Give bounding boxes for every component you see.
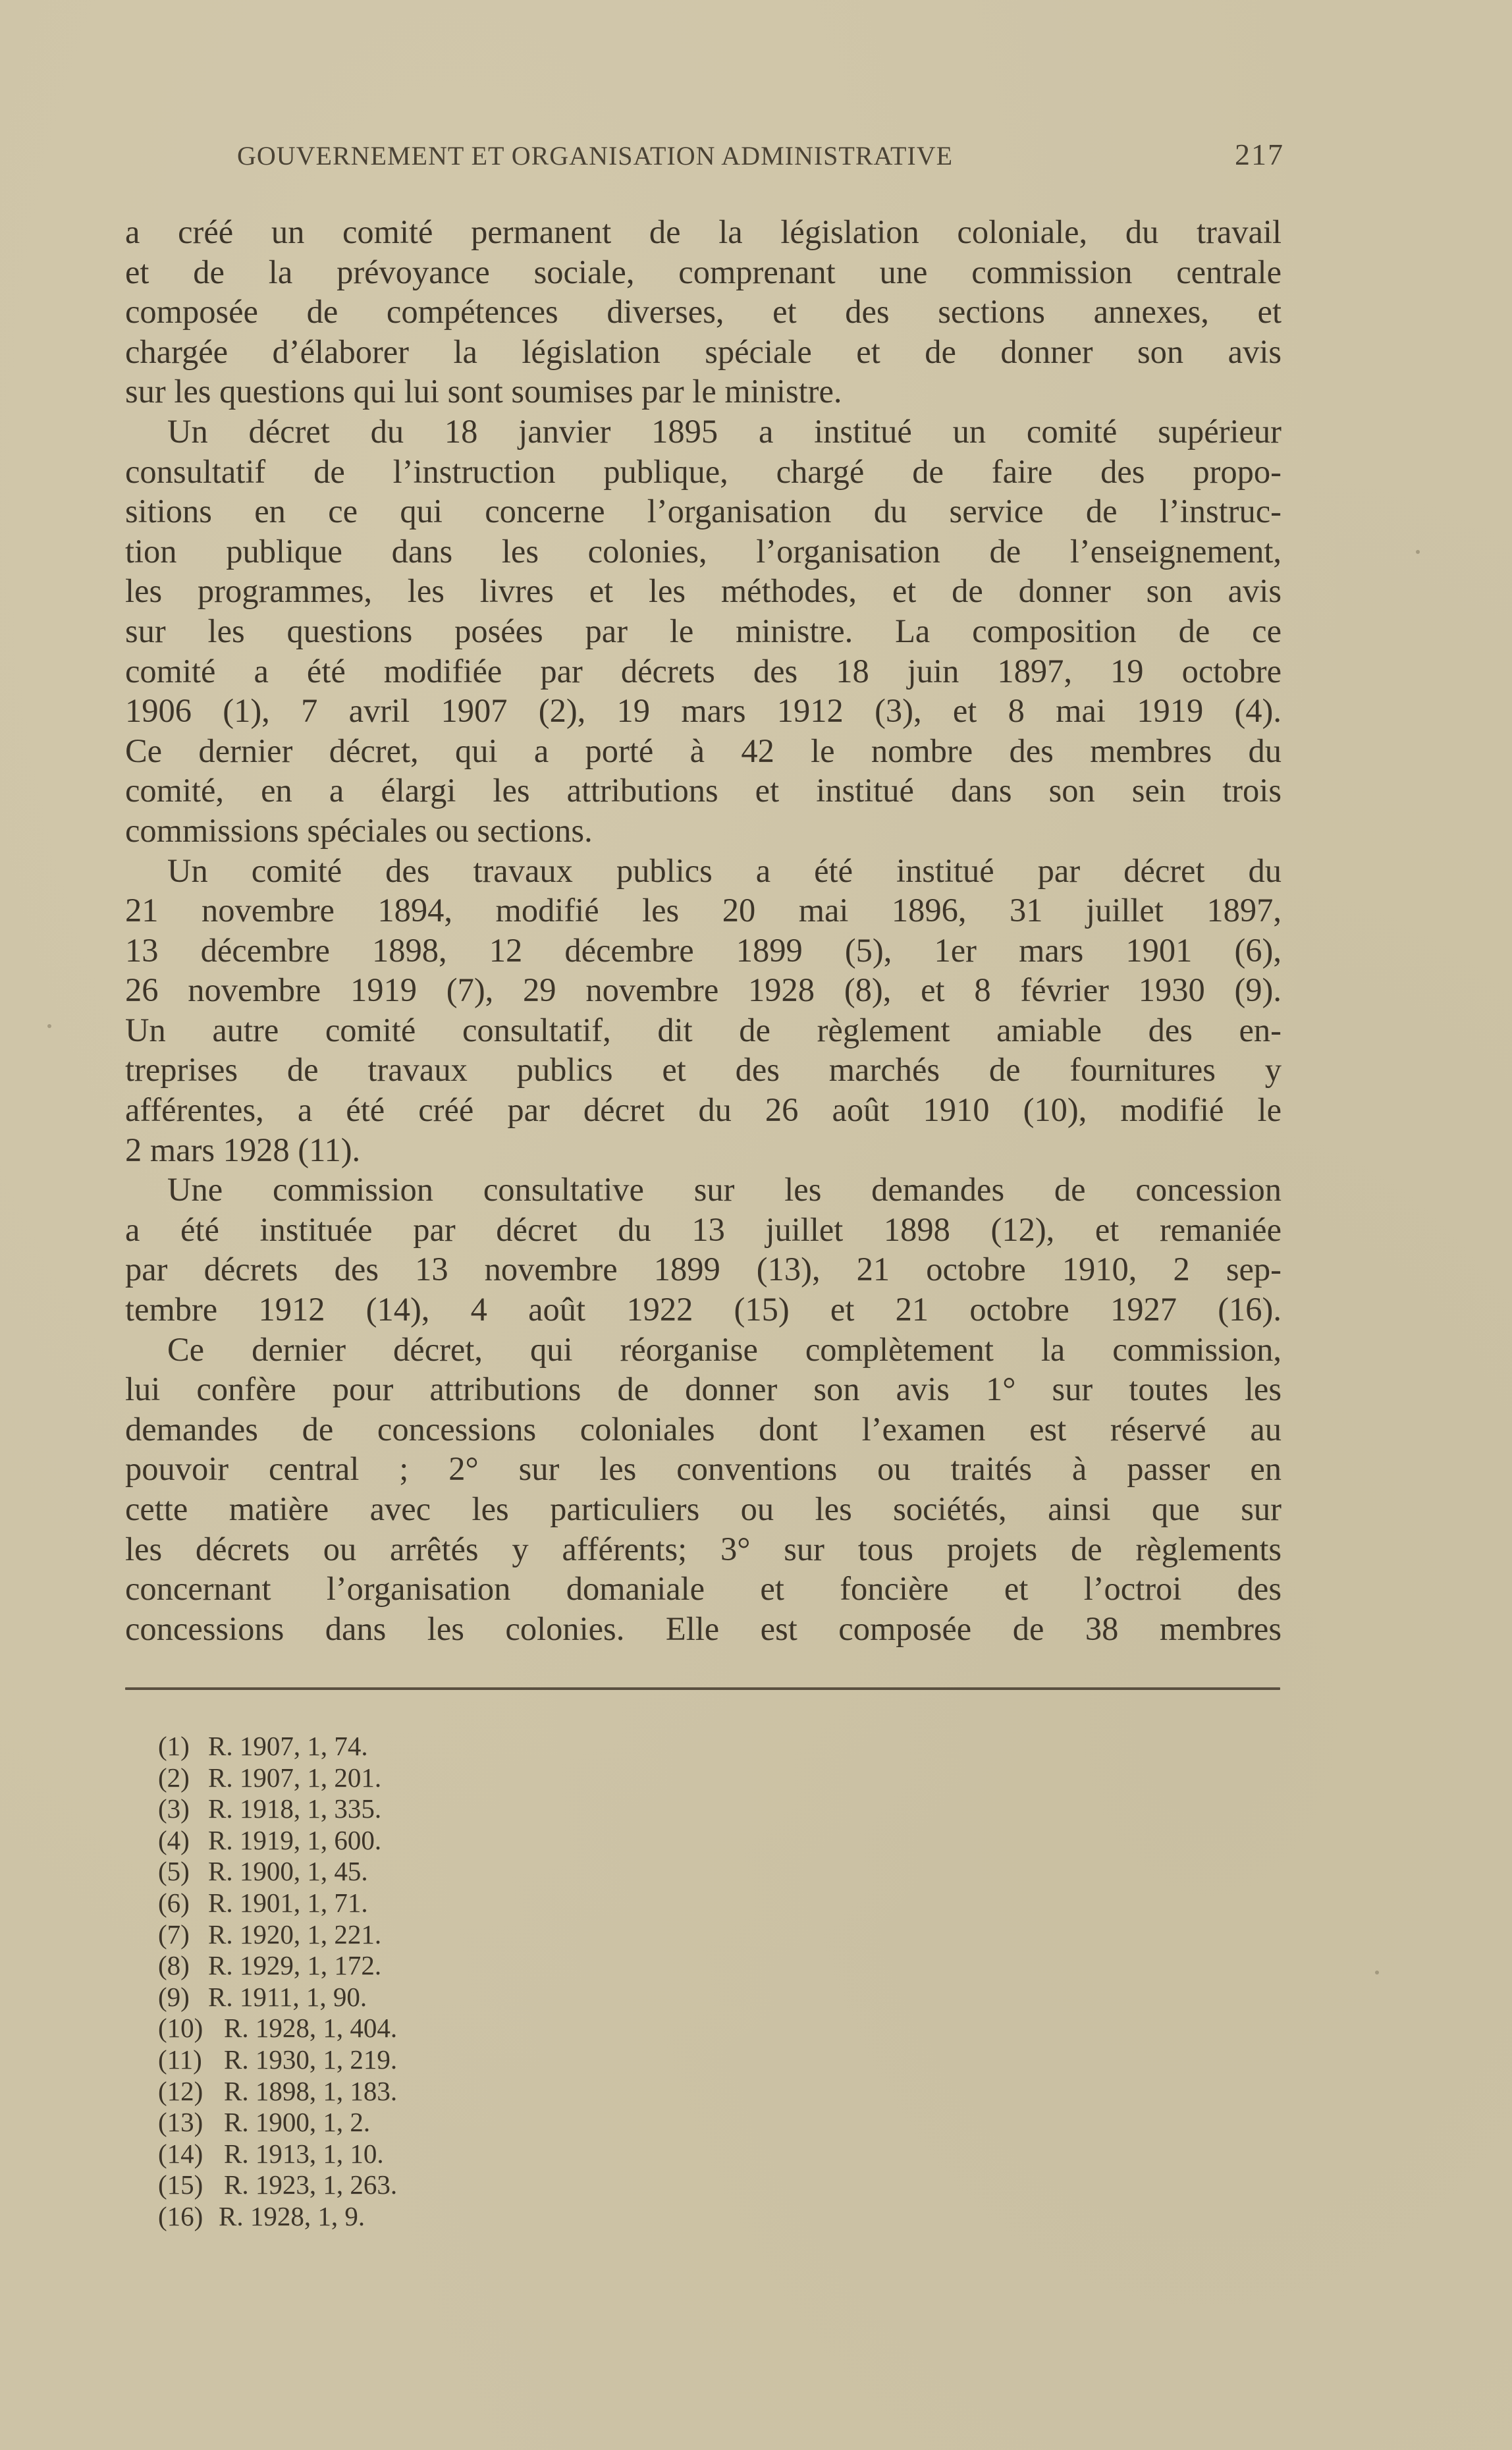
paper-speck	[1416, 550, 1420, 554]
footnote-reference: R. 1920, 1, 221.	[208, 1919, 382, 1949]
text-line: comité a été modifiée par décrets des 18 juin 1897, 19 octobre	[125, 652, 1282, 690]
footnote-number: (10)	[158, 2013, 203, 2044]
footnote	[158, 1793, 751, 1825]
text-line: pouvoir central ; 2° sur les conventions ou traités à passer en	[125, 1450, 1282, 1488]
footnote-reference: R. 1901, 1, 71.	[208, 1887, 368, 1918]
text-line: treprises de travaux publics et des marchés de fournitures y	[125, 1051, 1282, 1089]
text-line: Ce dernier décret, qui réorganise complètement la commission,	[167, 1330, 1282, 1368]
footnote-reference: R. 1929, 1, 172.	[208, 1950, 382, 1981]
text-line: sur les questions posées par le ministre. La composition de ce	[125, 612, 1282, 649]
footnote	[158, 2076, 751, 2108]
footnote	[158, 1762, 751, 1794]
footnote	[158, 2013, 751, 2044]
footnote-number: (12)	[158, 2075, 203, 2106]
footnote	[158, 2169, 751, 2201]
text-line: 2 mars 1928 (11).	[125, 1131, 361, 1168]
footnote	[158, 2201, 751, 2233]
paragraph	[125, 1330, 1282, 1649]
text-line: sitions en ce qui concerne l’organisation du service de l’instruc-	[125, 493, 1282, 530]
text-line: les décrets ou arrêtés y afférents; 3° sur tous projets de règlements	[125, 1530, 1282, 1567]
running-title: GOUVERNEMENT ET ORGANISATION ADMINISTRATIVE	[237, 141, 954, 171]
text-line: chargée d’élaborer la législation spéciale et de donner son avis	[125, 333, 1282, 370]
text-line: 13 décembre 1898, 12 décembre 1899 (5), 1er mars 1901 (6),	[125, 931, 1282, 969]
text-line: concessions dans les colonies. Elle est composée de 38 membres	[125, 1610, 1282, 1647]
text-line: les programmes, les livres et les méthodes, et de donner son avis	[125, 572, 1282, 610]
paragraph	[125, 851, 1282, 1170]
text-line: a créé un comité permanent de la législation coloniale, du travail	[125, 213, 1282, 250]
footnote	[158, 1731, 751, 1762]
text-line: et de la prévoyance sociale, comprenant une commission centrale	[125, 253, 1282, 290]
paragraph	[125, 1170, 1282, 1329]
footnote	[158, 2107, 751, 2138]
body-text	[125, 212, 1282, 1648]
footnote-number: (7)	[158, 1919, 190, 1949]
footnote-reference: R. 1923, 1, 263.	[224, 2169, 398, 2200]
footnote-number: (9)	[158, 1981, 190, 2012]
footnote-number: (11)	[158, 2044, 202, 2075]
footnote-reference: R. 1900, 1, 2.	[224, 2107, 371, 2138]
text-line: Ce dernier décret, qui a porté à 42 le nombre des membres du	[125, 732, 1282, 769]
text-line: consultatif de l’instruction publique, chargé de faire des propo-	[125, 452, 1282, 490]
text-line: sur les questions qui lui sont soumises par le ministre.	[125, 373, 842, 410]
paragraph	[125, 412, 1282, 851]
footnote	[158, 1950, 751, 1982]
text-line: 1906 (1), 7 avril 1907 (2), 19 mars 1912 (3), et 8 mai 1919 (4).	[125, 692, 1282, 730]
footnote-number: (2)	[158, 1762, 190, 1793]
footnote-number: (3)	[158, 1793, 190, 1824]
text-line: 21 novembre 1894, modifié les 20 mai 1896, 31 juillet 1897,	[125, 892, 1282, 929]
footnote-number: (6)	[158, 1887, 190, 1918]
footnote	[158, 1825, 751, 1857]
footnote-number: (16)	[158, 2200, 203, 2231]
footnote-number: (5)	[158, 1856, 190, 1887]
footnote-reference: R. 1898, 1, 183.	[224, 2075, 398, 2106]
text-line: afférentes, a été créé par décret du 26 août 1910 (10), modifié le	[125, 1091, 1282, 1129]
footnote-reference: R. 1928, 1, 9.	[219, 2200, 365, 2231]
text-line: tion publique dans les colonies, l’organisation de l’enseignement,	[125, 532, 1282, 570]
text-line: demandes de concessions coloniales dont l’examen est réservé au	[125, 1410, 1282, 1448]
footnote-reference: R. 1919, 1, 600.	[208, 1824, 382, 1855]
text-line: Une commission consultative sur les demandes de concession	[167, 1171, 1282, 1209]
footnote-reference: R. 1907, 1, 201.	[208, 1762, 382, 1793]
footnote-number: (14)	[158, 2138, 203, 2169]
footnote-reference: R. 1900, 1, 45.	[208, 1856, 368, 1887]
footnote	[158, 2044, 751, 2076]
footnote-reference: R. 1907, 1, 74.	[208, 1731, 368, 1761]
footnote-divider	[125, 1687, 1280, 1690]
text-line: Un décret du 18 janvier 1895 a institué un comité supérieur	[167, 412, 1282, 450]
text-line: cette matière avec les particuliers ou les sociétés, ainsi que sur	[125, 1490, 1282, 1527]
footnote-number: (13)	[158, 2107, 203, 2138]
footnote-number: (1)	[158, 1731, 190, 1761]
paragraph	[125, 212, 1282, 412]
footnote-reference: R. 1911, 1, 90.	[208, 1981, 367, 2012]
footnotes	[158, 1731, 751, 2233]
footnote	[158, 2138, 751, 2170]
footnote-reference: R. 1913, 1, 10.	[224, 2138, 384, 2169]
text-line: lui confère pour attributions de donner son avis 1° sur toutes les	[125, 1371, 1282, 1408]
footnote-number: (15)	[158, 2169, 203, 2200]
text-line: concernant l’organisation domaniale et foncière et l’octroi des	[125, 1570, 1282, 1608]
page-number: 217	[1235, 138, 1284, 171]
text-line: Un autre comité consultatif, dit de règlement amiable des en-	[125, 1011, 1282, 1048]
text-line: a été instituée par décret du 13 juillet 1898 (12), et remaniée	[125, 1211, 1282, 1248]
footnote-number: (4)	[158, 1824, 190, 1855]
footnote-reference: R. 1918, 1, 335.	[208, 1793, 382, 1824]
text-line: commissions spéciales ou sections.	[125, 811, 593, 849]
footnote	[158, 1888, 751, 1919]
footnote	[158, 1919, 751, 1951]
footnote	[158, 1982, 751, 2013]
text-line: Un comité des travaux publics a été institué par décret du	[167, 852, 1282, 889]
paper-speck	[47, 1024, 51, 1028]
text-line: par décrets des 13 novembre 1899 (13), 21 octobre 1910, 2 sep-	[125, 1251, 1282, 1288]
footnote	[158, 1856, 751, 1888]
text-line: 26 novembre 1919 (7), 29 novembre 1928 (8), et 8 février 1930 (9).	[125, 971, 1282, 1009]
footnote-number: (8)	[158, 1950, 190, 1981]
text-line: tembre 1912 (14), 4 août 1922 (15) et 21 octobre 1927 (16).	[125, 1291, 1282, 1328]
text-line: composée de compétences diverses, et des sections annexes, et	[125, 293, 1282, 331]
footnote-reference: R. 1928, 1, 404.	[224, 2013, 398, 2044]
running-head	[237, 137, 1284, 177]
text-line: comité, en a élargi les attributions et institué dans son sein trois	[125, 772, 1282, 809]
paper-speck	[1375, 1971, 1379, 1974]
footnote-reference: R. 1930, 1, 219.	[224, 2044, 398, 2075]
